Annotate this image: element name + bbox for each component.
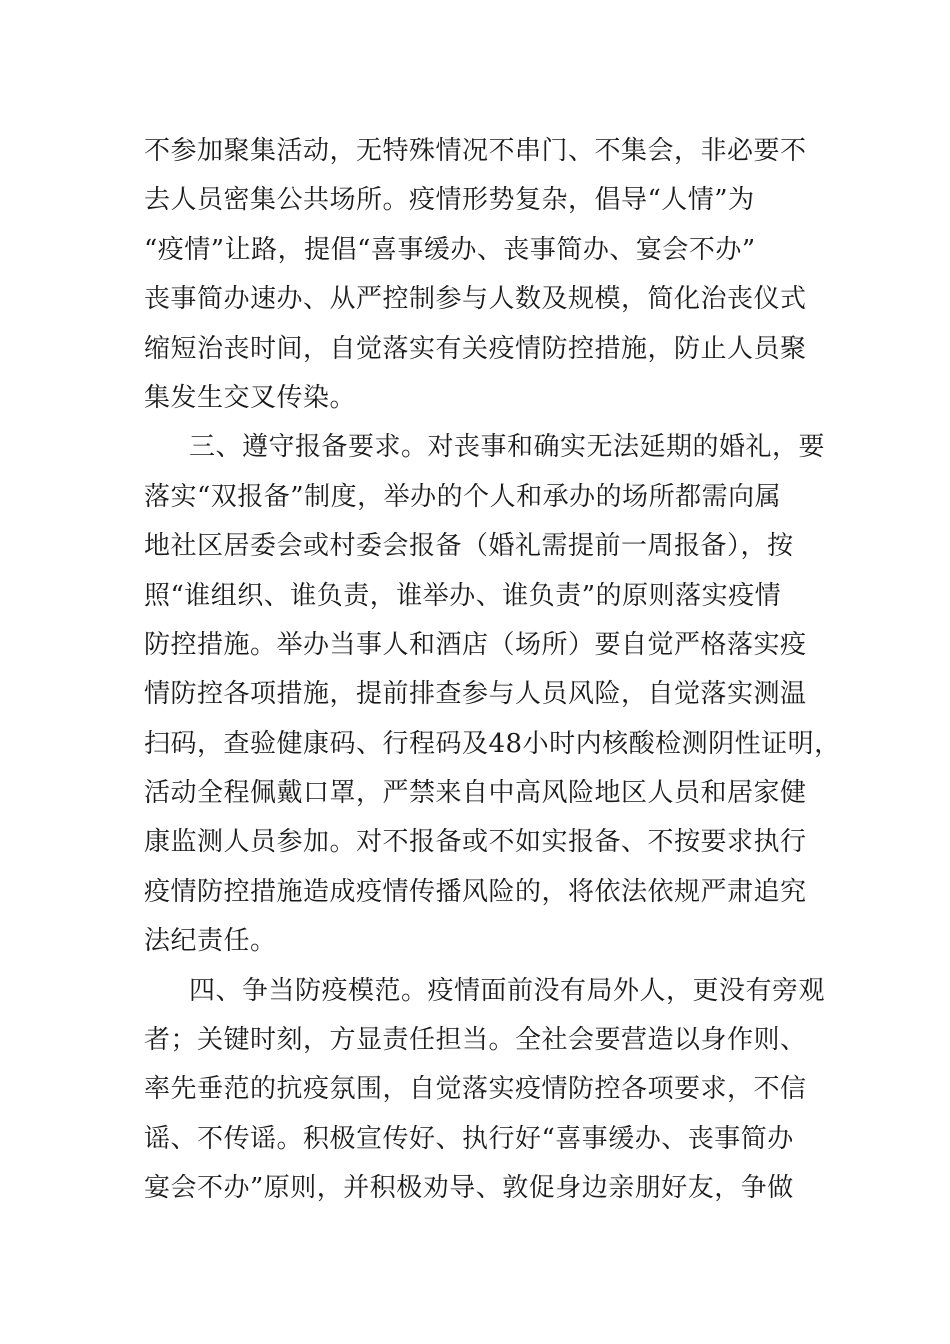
text-line: 疫情防控措施造成疫情传播风险的，将依法依规严肃追究 — [144, 876, 807, 907]
text-line: 去人员密集公共场所。疫情形势复杂，倡导“人情”为 — [144, 185, 755, 216]
text-line: 地社区居委会或村委会报备（婚礼需提前一周报备），按 — [144, 531, 794, 562]
section-three-heading-line: 三、遵守报备要求。对丧事和确实无法延期的婚礼，要 — [189, 432, 826, 463]
text-line: 丧事简办速办、从严控制参与人数及规模，简化治丧仪式 — [144, 284, 807, 315]
text-line: 集发生交叉传染。 — [144, 382, 357, 413]
text-line: 率先垂范的抗疫氛围，自觉落实疫情防控各项要求，不信 — [144, 1074, 807, 1105]
text-line: 法纪责任。 — [144, 926, 277, 957]
text-line: 康监测人员参加。对不报备或不如实报备、不按要求执行 — [144, 827, 807, 858]
text-line: 落实“双报备”制度，举办的个人和承办的场所都需向属 — [144, 481, 782, 512]
text-line: 宴会不办”原则，并积极劝导、敦促身边亲朋好友，争做 — [144, 1173, 794, 1204]
text-line: 防控措施。举办当事人和酒店（场所）要自觉严格落实疫 — [144, 629, 807, 660]
document-body — [144, 127, 844, 1214]
text-line: 扫码，查验健康码、行程码及48小时内核酸检测阴性证明， — [144, 728, 841, 759]
text-line: 活动全程佩戴口罩，严禁来自中高风险地区人员和居家健 — [144, 778, 807, 809]
text-line: 照“谁组织、谁负责，谁举办、谁负责”的原则落实疫情 — [144, 580, 782, 611]
text-line: 不参加聚集活动，无特殊情况不串门、不集会，非必要不 — [144, 136, 807, 166]
text-line: 谣、不传谣。积极宣传好、执行好“喜事缓办、丧事简办 — [144, 1123, 794, 1154]
text-line: “疫情”让路，提倡“喜事缓办、丧事简办、宴会不办” — [144, 234, 756, 265]
text-line: 缩短治丧时间，自觉落实有关疫情防控措施，防止人员聚 — [144, 333, 807, 364]
text-line: 者；关键时刻，方显责任担当。全社会要营造以身作则、 — [144, 1025, 807, 1056]
section-four-heading-line: 四、争当防疫模范。疫情面前没有局外人，更没有旁观 — [189, 975, 826, 1006]
text-line: 情防控各项措施，提前排查参与人员风险，自觉落实测温 — [144, 679, 807, 710]
